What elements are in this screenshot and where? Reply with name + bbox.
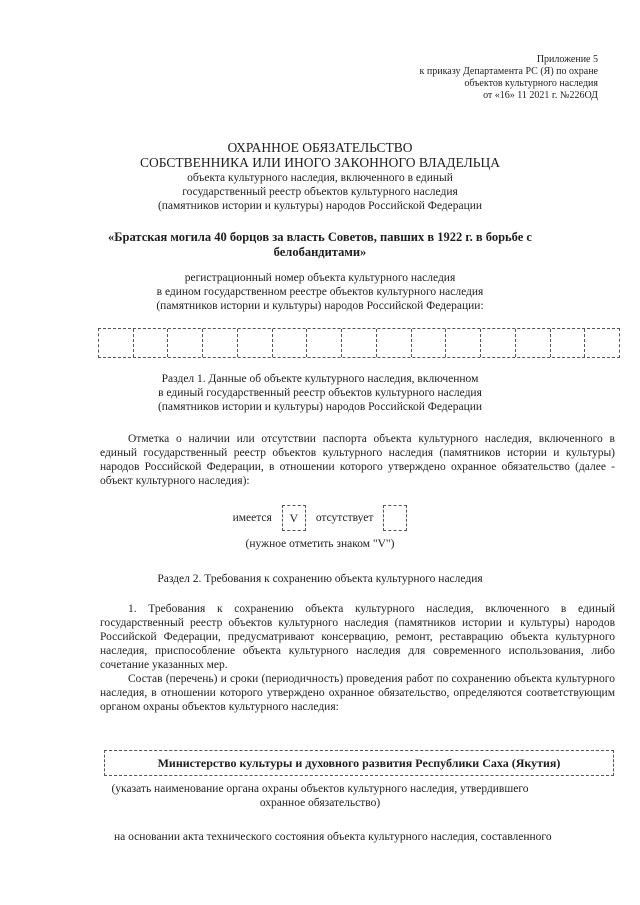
presence-note: (нужное отметить знаком "V") bbox=[245, 538, 395, 550]
doc-title bbox=[0, 140, 640, 170]
reg-number-cell[interactable] bbox=[446, 329, 481, 357]
object-name-line: белобандитами» bbox=[273, 245, 367, 259]
works-paragraph: Состав (перечень) и сроки (периодичность) проведения работ по сохранению объекта культурного наследия, в отношении которого утверждено охранное обязательство, определяются соответствующим органом охраны объектов культурного наследия: bbox=[100, 673, 615, 713]
reg-number-cell[interactable] bbox=[203, 329, 238, 357]
appendix-date: от «16» 11 2021 г. №226ОД bbox=[483, 90, 598, 101]
title-line: ОХРАННОЕ ОБЯЗАТЕЛЬСТВО bbox=[227, 140, 413, 155]
reg-number-cell[interactable] bbox=[412, 329, 447, 357]
presence-row bbox=[0, 505, 640, 531]
reg-number-cell[interactable] bbox=[168, 329, 203, 357]
reg-number-cell[interactable] bbox=[238, 329, 273, 357]
reg-number-cell[interactable] bbox=[516, 329, 551, 357]
subtitle-line: (памятников истории и культуры) народов Российской Федерации bbox=[157, 200, 483, 212]
title-line: СОБСТВЕННИКА ИЛИ ИНОГО ЗАКОННОГО ВЛАДЕЛЬЦА bbox=[139, 155, 500, 170]
reg-number-cell[interactable] bbox=[99, 329, 134, 357]
reg-line: регистрационный номер объекта культурного наследия bbox=[184, 272, 456, 284]
reg-number-cell[interactable] bbox=[134, 329, 169, 357]
appendix-line: Приложение 5 bbox=[536, 54, 598, 65]
subtitle-line: государственный реестр объектов культурного наследия bbox=[182, 186, 458, 198]
doc-subtitle bbox=[0, 171, 640, 213]
reg-number-cell[interactable] bbox=[481, 329, 516, 357]
reg-number-cell[interactable] bbox=[273, 329, 308, 357]
footer-text: на основании акта технического состояния объекта культурного наследия, составленного bbox=[114, 831, 552, 843]
reg-number-cell[interactable] bbox=[377, 329, 412, 357]
requirements-paragraph: 1. Требования к сохранению объекта культурного наследия, включенного в единый государственный реестр объектов культурного наследия (памятников истории и культуры) народов Российской Федерации, предусматривают консервацию, ремонт, реставрацию объекта культурного наследия, приспособление объекта культурного наследия для современного использования, либо сочетание указанных мер. bbox=[100, 603, 615, 671]
has-passport-checkbox[interactable]: V bbox=[282, 505, 306, 531]
section2-title: Раздел 2. Требования к сохранению объекта культурного наследия bbox=[157, 573, 483, 585]
has-passport-label: имеется bbox=[232, 512, 272, 524]
no-passport-label: отсутствует bbox=[315, 512, 374, 524]
section1-line: (памятников истории и культуры) народов Российской Федерации bbox=[157, 401, 483, 413]
ministry-note-line: (указать наименование органа охраны объектов культурного наследия, утвердившего bbox=[111, 783, 529, 795]
ministry-field[interactable]: Министерство культуры и духовного развития Республики Саха (Якутия) bbox=[104, 750, 614, 776]
reg-number-caption bbox=[0, 271, 640, 313]
reg-line: в едином государственном реестре объектов культурного наследия bbox=[156, 286, 484, 298]
appendix-header bbox=[348, 54, 598, 102]
reg-line: (памятников истории и культуры) народов Российской Федерации: bbox=[156, 300, 484, 312]
appendix-line: объектов культурного наследия bbox=[464, 78, 598, 89]
subtitle-line: объекта культурного наследия, включенного в единый bbox=[187, 172, 453, 184]
no-passport-checkbox[interactable] bbox=[383, 505, 407, 531]
section1-title bbox=[0, 372, 640, 414]
reg-number-cell[interactable] bbox=[551, 329, 586, 357]
reg-number-cell[interactable] bbox=[307, 329, 342, 357]
object-name bbox=[0, 230, 640, 260]
section1-line: в единый государственный реестр объектов культурного наследия bbox=[158, 387, 482, 399]
appendix-line: к приказу Департамента РС (Я) по охране bbox=[419, 66, 598, 77]
passport-paragraph: Отметка о наличии или отсутствии паспорта объекта культурного наследия, включенного в единый государственный реестр объектов культурного наследия (памятников истории и культуры) народов Российской Федерации, в отношении которого утверждено охранное обязательство (далее - объект культурного наследия): bbox=[100, 433, 615, 487]
reg-number-grid[interactable] bbox=[98, 328, 620, 358]
reg-number-cell[interactable] bbox=[585, 329, 619, 357]
section1-line: Раздел 1. Данные об объекте культурного наследия, включенном bbox=[161, 373, 479, 385]
ministry-note bbox=[0, 782, 640, 810]
ministry-note-line: охранное обязательство) bbox=[259, 797, 381, 809]
reg-number-cell[interactable] bbox=[342, 329, 377, 357]
object-name-line: «Братская могила 40 борцов за власть Советов, павших в 1922 г. в борьбе с bbox=[108, 230, 532, 244]
